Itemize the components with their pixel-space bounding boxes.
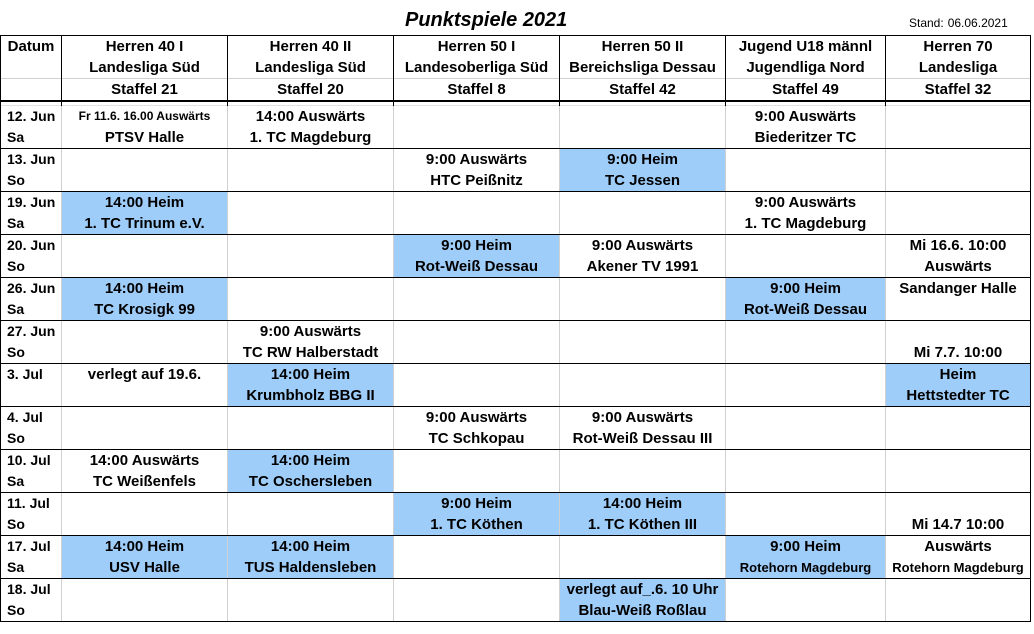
match-cell: [228, 514, 394, 536]
match-cell: [886, 106, 1031, 128]
match-cell: Mi 7.7. 10:00: [886, 342, 1031, 364]
header-team: Herren 40 II: [228, 36, 394, 58]
match-cell: [560, 106, 726, 128]
table-row: [1, 471, 1031, 493]
match-cell: 14:00 Heim: [228, 450, 394, 472]
match-cell: [62, 256, 228, 278]
match-cell: [726, 235, 886, 257]
match-cell: [62, 514, 228, 536]
row-weekday: Sa: [1, 127, 62, 149]
match-cell: [394, 471, 560, 493]
table-row: [1, 299, 1031, 321]
header-team: Herren 40 I: [62, 36, 228, 58]
match-cell: TC Oschersleben: [228, 471, 394, 493]
match-cell: Mi 16.6. 10:00: [886, 235, 1031, 257]
match-cell: verlegt auf_.6. 10 Uhr: [560, 579, 726, 601]
match-cell: [394, 364, 560, 386]
table-row: [1, 579, 1031, 601]
match-cell: [726, 385, 886, 407]
match-cell: [726, 514, 886, 536]
match-cell: [394, 342, 560, 364]
table-row: [1, 321, 1031, 343]
header-staffel: Staffel 42: [560, 79, 726, 102]
header-team: Herren 70: [886, 36, 1031, 58]
match-cell: [394, 321, 560, 343]
row-date: 10. Jul: [1, 450, 62, 472]
row-weekday: [1, 385, 62, 407]
match-cell: verlegt auf 19.6.: [62, 364, 228, 386]
match-cell: [726, 321, 886, 343]
row-weekday: Sa: [1, 213, 62, 235]
match-cell: Rot-Weiß Dessau: [394, 256, 560, 278]
header-staffel: Staffel 8: [394, 79, 560, 102]
match-cell: [726, 471, 886, 493]
header-league: Landesliga Süd: [228, 57, 394, 79]
match-cell: [726, 579, 886, 601]
header-league: Landesoberliga Süd: [394, 57, 560, 79]
match-cell: 14:00 Heim: [62, 192, 228, 214]
match-cell: [560, 385, 726, 407]
match-cell: [394, 106, 560, 128]
table-row: [1, 407, 1031, 429]
match-cell: [62, 170, 228, 192]
match-cell: [228, 493, 394, 515]
match-cell: [560, 557, 726, 579]
match-cell: 9:00 Auswärts: [394, 149, 560, 171]
header-team: Herren 50 II: [560, 36, 726, 58]
match-cell: 9:00 Heim: [394, 493, 560, 515]
header-league: Bereichsliga Dessau: [560, 57, 726, 79]
row-weekday: So: [1, 600, 62, 622]
row-date: 19. Jun: [1, 192, 62, 214]
table-row: [1, 192, 1031, 214]
row-weekday: Sa: [1, 557, 62, 579]
match-cell: 14:00 Heim: [228, 536, 394, 558]
match-cell: [228, 600, 394, 622]
match-cell: [560, 471, 726, 493]
stand-date: [905, 16, 1008, 30]
match-cell: Blau-Weiß Roßlau: [560, 600, 726, 622]
match-cell: [394, 278, 560, 300]
header-team: Herren 50 I: [394, 36, 560, 58]
match-cell: [228, 235, 394, 257]
match-cell: [886, 192, 1031, 214]
page-title: Punktspiele 2021: [405, 9, 568, 31]
header-staffel: Staffel 32: [886, 79, 1031, 102]
match-cell: [886, 471, 1031, 493]
match-cell: 9:00 Auswärts: [726, 106, 886, 128]
match-cell: Rotehorn Magdeburg: [886, 557, 1031, 579]
match-cell: [886, 149, 1031, 171]
match-cell: TC Krosigk 99: [62, 299, 228, 321]
table-row: [1, 278, 1031, 300]
row-date: 12. Jun: [1, 106, 62, 128]
row-weekday: So: [1, 342, 62, 364]
match-cell: [62, 493, 228, 515]
schedule-table: [0, 35, 1031, 622]
match-cell: 9:00 Heim: [726, 278, 886, 300]
table-row: [1, 342, 1031, 364]
match-cell: [62, 428, 228, 450]
table-row: [1, 536, 1031, 558]
match-cell: [886, 299, 1031, 321]
match-cell: [560, 127, 726, 149]
match-cell: [228, 407, 394, 429]
match-cell: [560, 213, 726, 235]
match-cell: USV Halle: [62, 557, 228, 579]
match-cell: [726, 364, 886, 386]
row-date: 13. Jun: [1, 149, 62, 171]
match-cell: [560, 536, 726, 558]
match-cell: [394, 557, 560, 579]
table-row: [1, 235, 1031, 257]
table-row: [1, 557, 1031, 579]
match-cell: Mi 14.7 10:00: [886, 514, 1031, 536]
match-cell: [560, 450, 726, 472]
match-cell: [560, 278, 726, 300]
match-cell: Rotehorn Magdeburg: [726, 557, 886, 579]
match-cell: [62, 235, 228, 257]
match-cell: [394, 213, 560, 235]
match-cell: [886, 579, 1031, 601]
row-weekday: So: [1, 428, 62, 450]
header-staffel: Staffel 49: [726, 79, 886, 102]
match-cell: 14:00 Heim: [560, 493, 726, 515]
match-cell: [394, 536, 560, 558]
match-cell: 9:00 Heim: [394, 235, 560, 257]
match-cell: 1. TC Trinum e.V.: [62, 213, 228, 235]
match-cell: Biederitzer TC: [726, 127, 886, 149]
match-cell: [62, 342, 228, 364]
match-cell: PTSV Halle: [62, 127, 228, 149]
match-cell: 1. TC Magdeburg: [228, 127, 394, 149]
match-cell: [228, 213, 394, 235]
match-cell: [394, 579, 560, 601]
row-date: 4. Jul: [1, 407, 62, 429]
header-staffel: Staffel 20: [228, 79, 394, 102]
match-cell: [726, 256, 886, 278]
table-row: [1, 385, 1031, 407]
match-cell: 14:00 Heim: [62, 536, 228, 558]
match-cell: [228, 428, 394, 450]
row-date: 11. Jul: [1, 493, 62, 515]
row-date: 18. Jul: [1, 579, 62, 601]
match-cell: [560, 299, 726, 321]
match-cell: Krumbholz BBG II: [228, 385, 394, 407]
match-cell: 9:00 Auswärts: [394, 407, 560, 429]
table-row: [1, 450, 1031, 472]
header-blank: [1, 79, 62, 102]
match-cell: [394, 192, 560, 214]
match-cell: [886, 321, 1031, 343]
row-date: 26. Jun: [1, 278, 62, 300]
table-row: [1, 600, 1031, 622]
match-cell: 9:00 Auswärts: [228, 321, 394, 343]
header-league: Landesliga Süd: [62, 57, 228, 79]
stand-value: 06.06.2021: [947, 16, 1008, 30]
match-cell: [394, 127, 560, 149]
match-cell: 9:00 Auswärts: [726, 192, 886, 214]
match-cell: [228, 192, 394, 214]
match-cell: [62, 321, 228, 343]
match-cell: 9:00 Auswärts: [560, 407, 726, 429]
table-row: [1, 213, 1031, 235]
match-cell: [62, 579, 228, 601]
match-cell: [394, 385, 560, 407]
match-cell: [62, 600, 228, 622]
match-cell: [394, 450, 560, 472]
match-cell: [228, 170, 394, 192]
match-cell: 14:00 Auswärts: [228, 106, 394, 128]
header-datum: Datum: [1, 36, 62, 58]
match-cell: 1. TC Köthen: [394, 514, 560, 536]
table-row: [1, 428, 1031, 450]
header-league: Landesliga: [886, 57, 1031, 79]
row-weekday: So: [1, 256, 62, 278]
row-weekday: So: [1, 170, 62, 192]
match-cell: [726, 342, 886, 364]
row-date: 20. Jun: [1, 235, 62, 257]
match-cell: [394, 299, 560, 321]
match-cell: [886, 213, 1031, 235]
match-cell: 9:00 Heim: [560, 149, 726, 171]
match-cell: [726, 149, 886, 171]
row-weekday: Sa: [1, 299, 62, 321]
match-cell: Rot-Weiß Dessau III: [560, 428, 726, 450]
header-team: Jugend U18 männl: [726, 36, 886, 58]
match-cell: Fr 11.6. 16.00 Auswärts: [62, 106, 228, 128]
match-cell: [886, 493, 1031, 515]
table-row: [1, 364, 1031, 386]
match-cell: [560, 342, 726, 364]
match-cell: [394, 600, 560, 622]
match-cell: [726, 450, 886, 472]
match-cell: [886, 450, 1031, 472]
match-cell: Hettstedter TC: [886, 385, 1031, 407]
table-row: [1, 149, 1031, 171]
table-row: [1, 127, 1031, 149]
header-staffel: Staffel 21: [62, 79, 228, 102]
table-row: [1, 106, 1031, 128]
match-cell: 9:00 Heim: [726, 536, 886, 558]
match-cell: [886, 170, 1031, 192]
match-cell: Akener TV 1991: [560, 256, 726, 278]
row-date: 27. Jun: [1, 321, 62, 343]
match-cell: [726, 170, 886, 192]
match-cell: [560, 321, 726, 343]
match-cell: TC Weißenfels: [62, 471, 228, 493]
match-cell: [228, 278, 394, 300]
row-weekday: So: [1, 514, 62, 536]
match-cell: 14:00 Auswärts: [62, 450, 228, 472]
match-cell: 14:00 Heim: [62, 278, 228, 300]
match-cell: TC RW Halberstadt: [228, 342, 394, 364]
match-cell: [886, 428, 1031, 450]
match-cell: [560, 192, 726, 214]
match-cell: 1. TC Magdeburg: [726, 213, 886, 235]
match-cell: [62, 385, 228, 407]
match-cell: Heim: [886, 364, 1031, 386]
match-cell: Sandanger Halle: [886, 278, 1031, 300]
stand-label: Stand:: [909, 16, 944, 30]
match-cell: [62, 149, 228, 171]
table-row: [1, 256, 1031, 278]
match-cell: [228, 149, 394, 171]
match-cell: [228, 256, 394, 278]
table-row: [1, 493, 1031, 515]
match-cell: 14:00 Heim: [228, 364, 394, 386]
match-cell: [62, 407, 228, 429]
match-cell: [560, 364, 726, 386]
match-cell: [886, 127, 1031, 149]
row-date: 3. Jul: [1, 364, 62, 386]
match-cell: HTC Peißnitz: [394, 170, 560, 192]
match-cell: Auswärts: [886, 256, 1031, 278]
header-league: Jugendliga Nord: [726, 57, 886, 79]
table-row: [1, 170, 1031, 192]
match-cell: [726, 428, 886, 450]
match-cell: 9:00 Auswärts: [560, 235, 726, 257]
row-weekday: Sa: [1, 471, 62, 493]
match-cell: Auswärts: [886, 536, 1031, 558]
match-cell: TUS Haldensleben: [228, 557, 394, 579]
match-cell: [726, 600, 886, 622]
table-row: [1, 514, 1031, 536]
match-cell: [886, 407, 1031, 429]
match-cell: Rot-Weiß Dessau: [726, 299, 886, 321]
match-cell: [726, 407, 886, 429]
match-cell: TC Jessen: [560, 170, 726, 192]
header-blank: [1, 57, 62, 79]
match-cell: TC Schkopau: [394, 428, 560, 450]
row-date: 17. Jul: [1, 536, 62, 558]
match-cell: [228, 579, 394, 601]
match-cell: [886, 600, 1031, 622]
match-cell: 1. TC Köthen III: [560, 514, 726, 536]
match-cell: [228, 299, 394, 321]
match-cell: [726, 493, 886, 515]
